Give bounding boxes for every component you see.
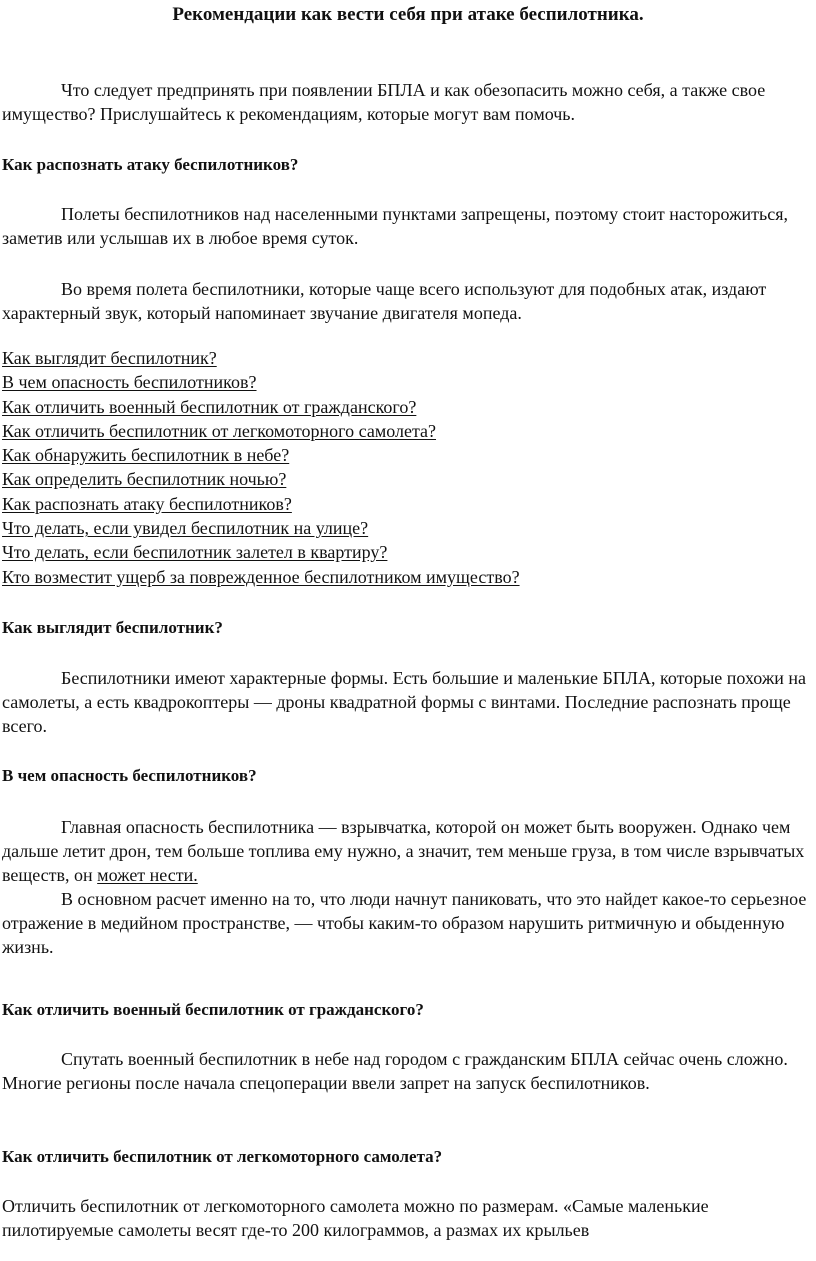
section-heading-military-vs-civil: Как отличить военный беспилотник от гражданского? [2, 1000, 424, 1019]
toc-link-damage-compensation[interactable]: Кто возместит ущерб за поврежденное беспилотником имущество? [2, 566, 520, 587]
toc-link-danger[interactable]: В чем опасность беспилотников? [2, 372, 257, 393]
toc-item [2, 370, 808, 394]
intro-paragraph: Что следует предпринять при появлении БПЛА и как обезопасить можно себя, а также свое имущество? Прислушайтесь к рекомендациям, которые могут вам помочь. [2, 80, 766, 124]
toc-item [2, 443, 808, 467]
toc-link-detect-at-night[interactable]: Как определить беспилотник ночью? [2, 469, 287, 490]
toc-link-recognize-attack[interactable]: Как распознать атаку беспилотников? [2, 493, 292, 514]
paragraph-flight-sound: Во время полета беспилотники, которые чаще всего используют для подобных атак, издают характерный звук, который напоминает звучание двигателя мопеда. [2, 279, 767, 323]
paragraph-danger-explosives [2, 815, 808, 887]
toc-item [2, 419, 808, 443]
toc-item [2, 467, 808, 491]
toc-item [2, 540, 808, 564]
paragraph-danger-text: Главная опасность беспилотника — взрывчатка, которой он может быть вооружен. Однако чем дальше летит дрон, тем больше топлива ему нужно, а значит, тем меньше груза, в том числе взрывчатых веществ, он [2, 817, 805, 885]
toc-item [2, 565, 808, 589]
toc-item [2, 492, 808, 516]
toc-link-vs-light-aircraft[interactable]: Как отличить беспилотник от легкомоторного самолета? [2, 420, 437, 441]
paragraph-flights-banned: Полеты беспилотников над населенными пунктами запрещены, поэтому стоит насторожиться, заметив или услышав их в любое время суток. [2, 204, 788, 248]
toc-link-in-apartment[interactable]: Что делать, если беспилотник залетел в квартиру? [2, 542, 388, 563]
paragraph-danger-panic: В основном расчет именно на то, что люди начнут паниковать, что это найдет какое-то серьезное отражение в медийном пространстве, — чтобы каким-то образом нарушить ритмичную и обыденную жизнь. [2, 889, 807, 957]
section-heading-danger: В чем опасность беспилотников? [2, 766, 257, 785]
toc-link-seen-on-street[interactable]: Что делать, если увидел беспилотник на улице? [2, 518, 369, 539]
toc-link-military-vs-civil[interactable]: Как отличить военный беспилотник от гражданского? [2, 396, 417, 417]
toc-item [2, 395, 808, 419]
link-can-carry[interactable]: может нести. [97, 865, 198, 885]
toc-link-detect-in-sky[interactable]: Как обнаружить беспилотник в небе? [2, 445, 290, 466]
toc-item [2, 346, 808, 370]
table-of-contents [2, 346, 808, 589]
paragraph-military-vs-civil: Спутать военный беспилотник в небе над городом с гражданским БПЛА сейчас очень сложно. Многие регионы после начала спецоперации ввели запрет на запуск беспилотников. [2, 1049, 788, 1093]
section-heading-vs-light-aircraft: Как отличить беспилотник от легкомоторного самолета? [2, 1147, 443, 1166]
section-heading-appearance: Как выглядит беспилотник? [2, 618, 223, 637]
toc-link-appearance[interactable]: Как выглядит беспилотник? [2, 348, 217, 368]
toc-item [2, 516, 808, 540]
document-title: Рекомендации как вести себя при атаке беспилотника. [172, 4, 644, 25]
section-heading-recognize-attack: Как распознать атаку беспилотников? [2, 155, 299, 174]
paragraph-vs-light-aircraft: Отличить беспилотник от легкомоторного самолета можно по размерам. «Самые маленькие пилотируемые самолеты весят где-то 200 килограммов, а размах их крыльев [2, 1196, 709, 1240]
paragraph-appearance: Беспилотники имеют характерные формы. Есть большие и маленькие БПЛА, которые похожи на самолеты, а есть квадрокоптеры — дроны квадратной формы с винтами. Последние распознать проще всего. [2, 668, 807, 736]
